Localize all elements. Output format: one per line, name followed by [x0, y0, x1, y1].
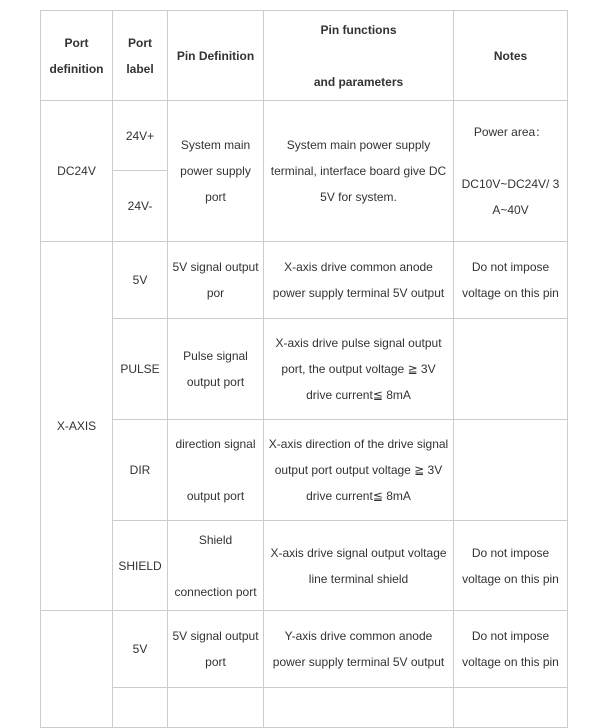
header-port-label: Port label	[113, 11, 168, 101]
header-row	[41, 11, 568, 101]
pin-definition-cell	[168, 688, 264, 728]
port-label-cell: 5V	[113, 611, 168, 688]
table-row	[41, 420, 568, 521]
port-label-cell	[113, 688, 168, 728]
header-port-definition: Port definition	[41, 11, 113, 101]
pin-definition-cell: 5V signal output port	[168, 611, 264, 688]
pin-function-cell: X-axis direction of the drive signal output port output voltage ≧ 3V drive current≦ 8mA	[264, 420, 454, 521]
table-row	[41, 521, 568, 611]
header-pin-functions: Pin functions and parameters	[264, 11, 454, 101]
pin-function-cell: X-axis drive common anode power supply terminal 5V output	[264, 242, 454, 319]
pin-function-cell: Y-axis drive common anode power supply terminal 5V output	[264, 611, 454, 688]
table-row	[41, 688, 568, 728]
port-label-cell: PULSE	[113, 319, 168, 420]
port-label-cell: SHIELD	[113, 521, 168, 611]
table-row	[41, 101, 568, 171]
pin-definition-cell: Pulse signal output port	[168, 319, 264, 420]
pin-function-cell: X-axis drive pulse signal output port, the output voltage ≧ 3V drive current≦ 8mA	[264, 319, 454, 420]
port-label-cell: DIR	[113, 420, 168, 521]
pin-definition-table	[40, 10, 568, 728]
pin-function-cell	[264, 688, 454, 728]
pin-definition-cell: Shield connection port	[168, 521, 264, 611]
port-label-cell: 5V	[113, 242, 168, 319]
table-row	[41, 319, 568, 420]
pin-definition-cell: System main power supply port	[168, 101, 264, 242]
notes-cell	[454, 420, 568, 521]
notes-cell	[454, 688, 568, 728]
notes-cell	[454, 319, 568, 420]
pin-function-cell: X-axis drive signal output voltage line terminal shield	[264, 521, 454, 611]
pin-definition-cell: 5V signal output por	[168, 242, 264, 319]
header-notes: Notes	[454, 11, 568, 101]
port-definition-cell: DC24V	[41, 101, 113, 242]
notes-cell: Power area： DC10V~DC24V/ 3 A~40V	[454, 101, 568, 242]
port-label-cell: 24V-	[113, 171, 168, 242]
port-definition-cell: X-AXIS	[41, 242, 113, 611]
notes-cell: Do not impose voltage on this pin	[454, 521, 568, 611]
table-row	[41, 611, 568, 688]
notes-cell: Do not impose voltage on this pin	[454, 242, 568, 319]
pin-definition-cell: direction signal output port	[168, 420, 264, 521]
header-pin-definition: Pin Definition	[168, 11, 264, 101]
port-label-cell: 24V+	[113, 101, 168, 171]
table-row	[41, 242, 568, 319]
notes-cell: Do not impose voltage on this pin	[454, 611, 568, 688]
port-definition-cell	[41, 611, 113, 728]
pin-function-cell: System main power supply terminal, interface board give DC 5V for system.	[264, 101, 454, 242]
